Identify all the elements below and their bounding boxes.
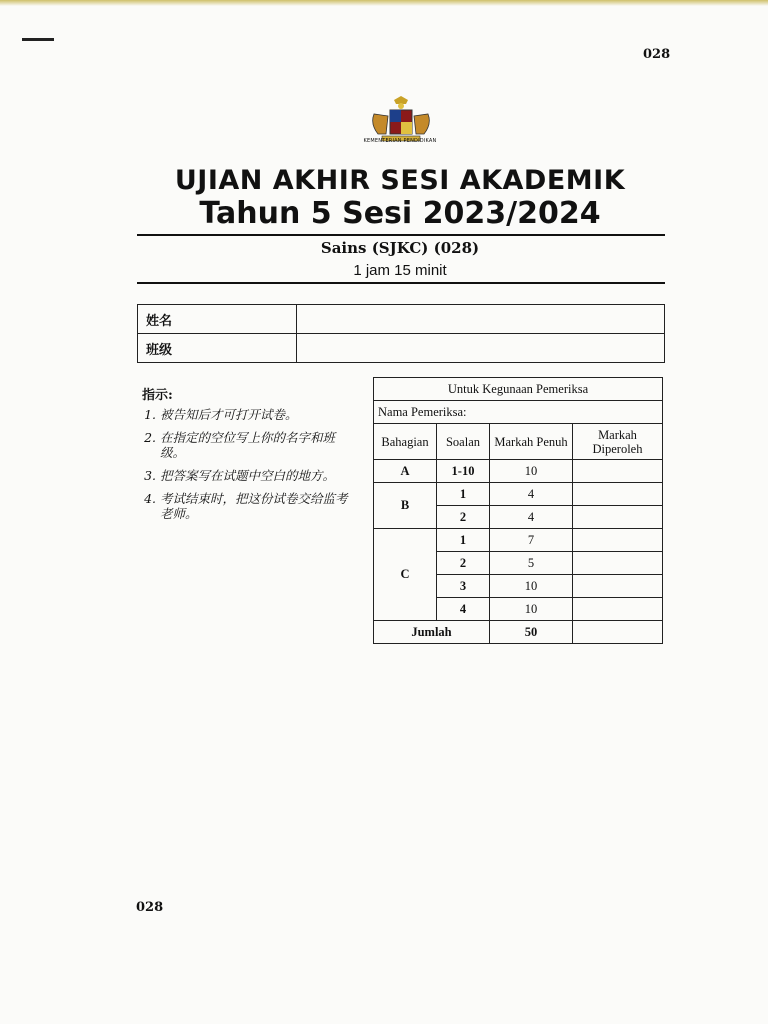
full-mark-cell: 10 [490, 460, 573, 483]
question-cell: 2 [437, 552, 490, 575]
obtained-mark-cell[interactable] [573, 598, 663, 621]
section-label: C [374, 529, 437, 621]
duration-label: 1 jam 15 minit [353, 262, 447, 279]
name-field[interactable] [297, 305, 665, 334]
examiner-name-label: Nama Pemeriksa: [374, 401, 663, 424]
divider [137, 234, 665, 236]
subject-label: Sains (SJKC) (028) [320, 239, 480, 257]
paper-code-top: 028 [643, 47, 671, 62]
obtained-mark-cell[interactable] [573, 529, 663, 552]
obtained-mark-cell[interactable] [573, 483, 663, 506]
question-cell: 1-10 [437, 460, 490, 483]
instruction-item: 4. 考试结束时，把这份试卷交给监考老师。 [160, 491, 357, 521]
section-label: B [374, 483, 437, 529]
obtained-mark-cell[interactable] [573, 460, 663, 483]
class-label: 班级 [138, 334, 297, 363]
question-cell: 3 [437, 575, 490, 598]
obtained-mark-cell[interactable] [573, 506, 663, 529]
full-mark-cell: 5 [490, 552, 573, 575]
examiner-table [373, 377, 663, 644]
full-mark-cell: 4 [490, 506, 573, 529]
question-cell: 1 [437, 483, 490, 506]
full-mark-cell: 7 [490, 529, 573, 552]
question-cell: 2 [437, 506, 490, 529]
total-full-mark: 50 [490, 621, 573, 644]
full-mark-cell: 10 [490, 575, 573, 598]
student-info-table [137, 304, 665, 363]
instructions [142, 384, 357, 529]
examiner-table-title: Untuk Kegunaan Pemeriksa [374, 378, 663, 401]
obtained-mark-cell[interactable] [573, 552, 663, 575]
exam-title: UJIAN AKHIR SESI AKADEMIK [174, 165, 626, 196]
col-header: Bahagian [374, 424, 437, 460]
col-header: Markah Diperoleh [573, 424, 663, 460]
exam-subtitle: Tahun 5 Sesi 2023/2024 [199, 196, 601, 231]
col-header: Soalan [437, 424, 490, 460]
ministry-label: KEMENTERIAN PENDIDIKAN [363, 138, 437, 144]
full-mark-cell: 4 [490, 483, 573, 506]
full-mark-cell: 10 [490, 598, 573, 621]
corner-mark [22, 38, 54, 41]
paper-code-bottom: 028 [136, 900, 164, 915]
instructions-heading: 指示: [142, 388, 173, 403]
divider [137, 282, 665, 284]
instruction-item: 1. 被告知后才可打开试卷。 [160, 407, 357, 422]
instruction-item: 2. 在指定的空位写上你的名字和班级。 [160, 430, 357, 460]
class-field[interactable] [297, 334, 665, 363]
total-label: Jumlah [374, 621, 490, 644]
page-edge [0, 0, 768, 6]
question-cell: 4 [437, 598, 490, 621]
question-cell: 1 [437, 529, 490, 552]
total-obtained-mark[interactable] [573, 621, 663, 644]
name-label: 姓名 [138, 305, 297, 334]
col-header: Markah Penuh [490, 424, 573, 460]
instruction-item: 3. 把答案写在试题中空白的地方。 [160, 468, 357, 483]
obtained-mark-cell[interactable] [573, 575, 663, 598]
section-label: A [374, 460, 437, 483]
